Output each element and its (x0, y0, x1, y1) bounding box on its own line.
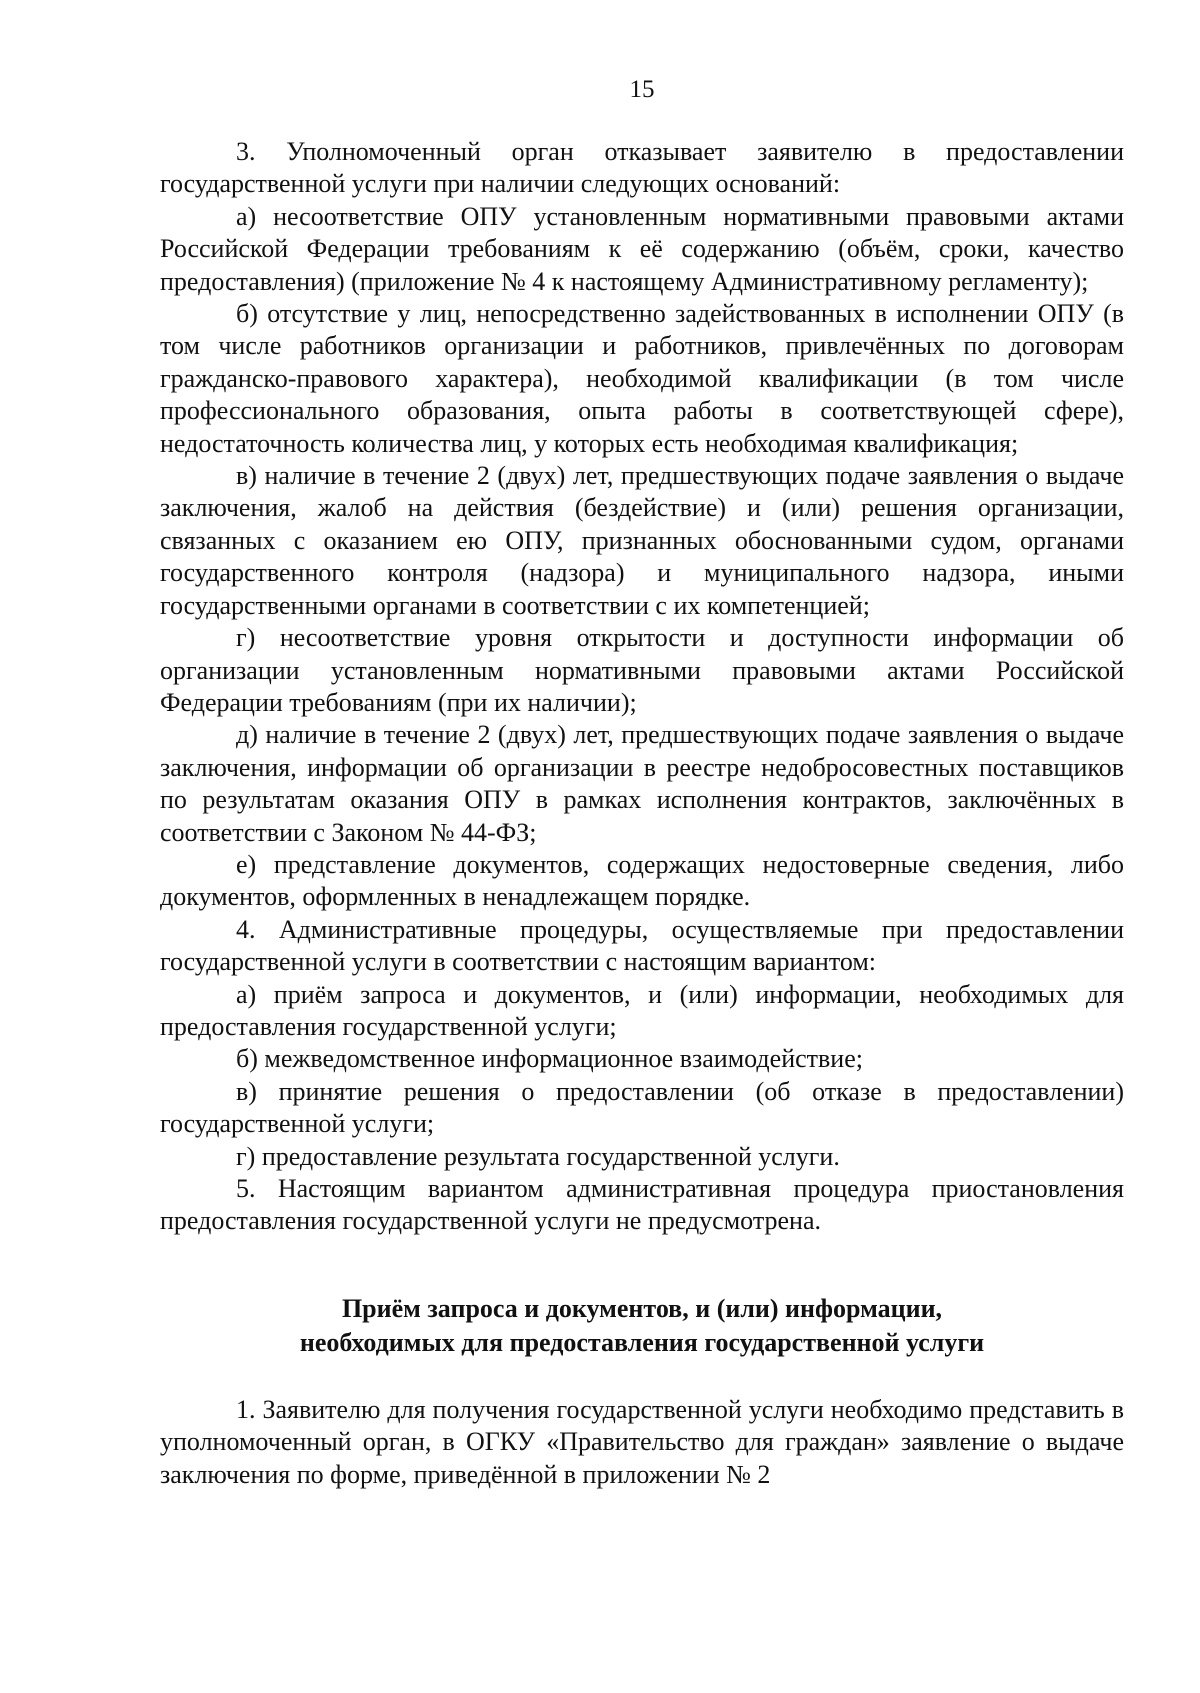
paragraph-4g: г) предоставление результата государственной услуги. (236, 1141, 840, 1171)
document-body (160, 136, 1124, 1491)
section-heading-line-1: Приём запроса и документов, и (или) информации, (341, 1293, 943, 1323)
paragraph-section-1: 1. Заявителю для получения государственной услуги необходимо представить в уполномоченный орган, в ОГКУ «Правительство для граждан» заявление о выдаче заключения по форме, приведённой в приложении № 2 (160, 1394, 1124, 1489)
section-heading-line-2: необходимых для предоставления государственной услуги (299, 1327, 985, 1357)
paragraph-3e: е) представление документов, содержащих недостоверные сведения, либо документов, оформленных в ненадлежащем порядке. (160, 849, 1124, 912)
paragraph-3g: г) несоответствие уровня открытости и доступности информации об организации установленным нормативными правовыми актами Российской Федерации требованиям (при их наличии); (160, 623, 1124, 717)
paragraph-4b: б) межведомственное информационное взаимодействие; (236, 1044, 863, 1074)
paragraph-3: 3. Уполномоченный орган отказывает заявителю в предоставлении государственной услуги при наличии следующих оснований: (160, 137, 1124, 199)
paragraph-3v: в) наличие в течение 2 (двух) лет, предшествующих подаче заявления о выдаче заключения, жалоб на действия (бездействие) и (или) решения организации, связанных с оказанием ею ОПУ, признанных обоснованными судом, органами государственного контроля (надзора) и муниципального надзора, иными государственными органами в соответствии с их компетенцией; (160, 461, 1124, 620)
paragraph-4v: в) принятие решения о предоставлении (об отказе в предоставлении) государственной услуги; (160, 1076, 1124, 1139)
paragraph-5: 5. Настоящим вариантом административная процедура приостановления предоставления государственной услуги не предусмотрена. (160, 1174, 1124, 1236)
section-heading (160, 1292, 1124, 1360)
paragraph-3b: б) отсутствие у лиц, непосредственно задействованных в исполнении ОПУ (в том числе работников организации и работников, привлечённых по договорам гражданско-правового характера), необходимой квалификации (в том числе профессионального образования, опыта работы в соответствующей сфере), недостаточность количества лиц, у которых есть необходимая квалификация; (160, 299, 1124, 458)
paragraph-4a: а) приём запроса и документов, и (или) информации, необходимых для предоставления государственной услуги; (160, 979, 1124, 1041)
paragraph-3d: д) наличие в течение 2 (двух) лет, предшествующих подаче заявления о выдаче заключения, информации об организации в реестре недобросовестных поставщиков по результатам оказания ОПУ в рамках исполнения контрактов, заключённых в соответствии с Законом № 44-ФЗ; (160, 720, 1124, 847)
paragraph-3a: а) несоответствие ОПУ установленным нормативными правовыми актами Российской Федерации требованиям к её содержанию (объём, сроки, качество предоставления) (приложение № 4 к настоящему Административному регламенту); (160, 201, 1124, 296)
page-number: 15 (629, 76, 655, 103)
paragraph-4: 4. Административные процедуры, осуществляемые при предоставлении государственной услуги в соответствии с настоящим вариантом: (160, 914, 1124, 977)
